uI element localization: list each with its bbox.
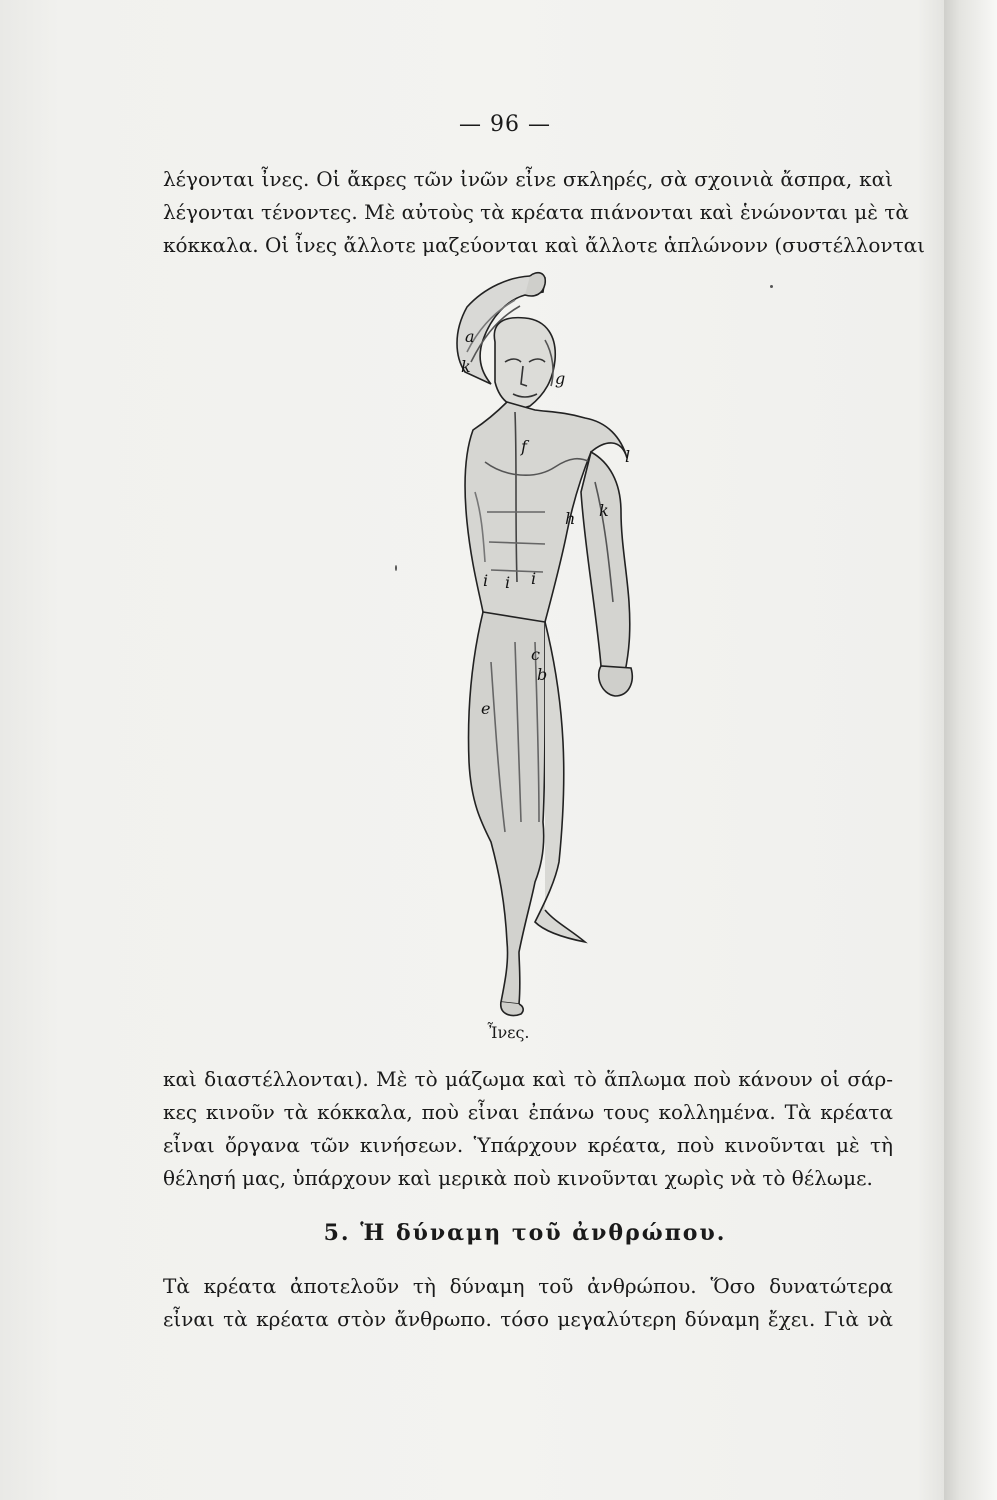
- text-line: εἶναι τὰ κρέατα στὸν ἄνθρωπο. τόσο μεγαλύτερη δύναμη ἔχει. Γιὰ νὰ: [163, 1307, 893, 1331]
- text-line: λέγονται τένοντες. Μὲ αὐτοὺς τὰ κρέατα πιάνονται καὶ ἑνώνονται μὲ τὰ: [163, 200, 909, 224]
- text-line: κες κινοῦν τὰ κόκκαλα, ποὺ εἶναι ἐπάνω τους κολλημένα. Τὰ κρέατα: [163, 1100, 893, 1124]
- svg-text:e: e: [481, 699, 491, 718]
- text-line: εἶναι ὄργανα τῶν κινήσεων. Ὑπάρχουν κρέατα, ποὺ κινοῦνται μὲ τὴ: [163, 1133, 893, 1157]
- svg-text:g: g: [555, 369, 566, 388]
- svg-text:a: a: [465, 327, 475, 346]
- page-number: — 96 —: [459, 112, 551, 137]
- svg-text:i: i: [483, 571, 489, 590]
- svg-text:f: f: [521, 437, 527, 456]
- paragraph-strength: [163, 1270, 893, 1336]
- svg-text:k: k: [461, 357, 471, 376]
- paragraph-intro: [163, 163, 926, 262]
- page-edge: [944, 0, 997, 1500]
- svg-text:c: c: [531, 645, 540, 664]
- paragraph-muscles: [163, 1063, 893, 1195]
- svg-text:k: k: [599, 501, 609, 520]
- svg-text:h: h: [565, 509, 576, 528]
- section-heading: 5. Ἡ δύναμη τοῦ ἀνθρώπου.: [323, 1220, 727, 1246]
- text-line: κόκκαλα. Οἱ ἶνες ἄλλοτε μαζεύονται καὶ ἄλλοτε ἁπλώνονν (συστέλλονται: [163, 233, 926, 257]
- svg-text:b: b: [537, 665, 548, 684]
- text-line: θέλησή μας, ὑπάρχουν καὶ μερικὰ ποὺ κινοῦνται χωρὶς νὰ τὸ θέλωμε.: [163, 1166, 873, 1190]
- ink-speck: [770, 285, 773, 288]
- svg-text:l: l: [625, 447, 631, 466]
- muscle-figure-illustration: [395, 262, 660, 1022]
- text-line: καὶ διαστέλλονται). Μὲ τὸ μάζωμα καὶ τὸ ἅπλωμα ποὺ κάνουν οἱ σάρ-: [163, 1067, 893, 1091]
- ink-speck: [395, 565, 397, 571]
- text-line: Τὰ κρέατα ἀποτελοῦν τὴ δύναμη τοῦ ἀνθρώπου. Ὅσο δυνατώτερα: [163, 1274, 893, 1298]
- figure-caption: Ἶνες.: [487, 1023, 530, 1042]
- svg-text:i: i: [531, 569, 537, 588]
- svg-text:i: i: [505, 573, 511, 592]
- text-line: λέγονται ἶνες. Οἱ ἄκρες τῶν ἰνῶν εἶνε σκληρές, σὰ σχοινιὰ ἄσπρα, καὶ: [163, 167, 893, 191]
